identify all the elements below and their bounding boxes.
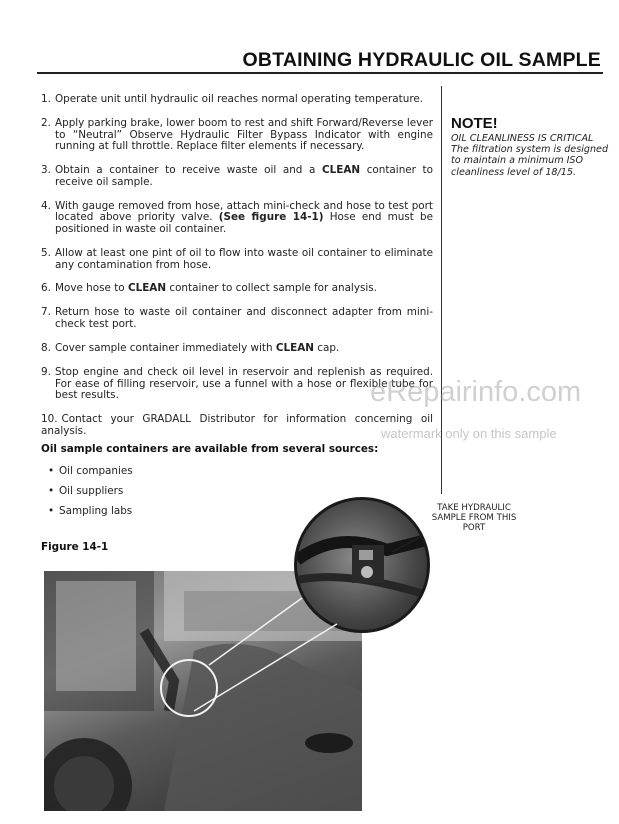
page-title: OBTAINING HYDRAULIC OIL SAMPLE	[242, 49, 601, 71]
step-text: Return hose to waste oil container and disconnect adapter from mini-check test port.	[55, 306, 433, 331]
step-number: 7.	[41, 306, 51, 319]
step-number: 8.	[41, 342, 51, 355]
step-emphasis: CLEAN	[127, 282, 167, 295]
callout-line: SAMPLE FROM THIS	[431, 513, 517, 524]
step-text: cap.	[313, 342, 340, 355]
step-number: 9.	[41, 366, 51, 379]
callout-line: TAKE HYDRAULIC	[437, 503, 511, 513]
list-item-label: Sampling labs	[59, 505, 133, 517]
step-text: Operate unit until hydraulic oil reaches normal operating temperature.	[55, 93, 424, 105]
step-number: 1.	[41, 93, 51, 105]
list-item-label: Oil companies	[59, 465, 133, 477]
step-emphasis: CLEAN	[275, 342, 314, 355]
step-number: 6.	[41, 282, 51, 295]
step-number: 4.	[41, 199, 51, 212]
sources-heading: Oil sample containers are available from several sources:	[41, 443, 379, 455]
figure-label: Figure 14-1	[41, 541, 109, 553]
step-number: 10.	[41, 413, 58, 426]
bullet-icon: •	[48, 465, 55, 477]
step-text: Hose end must be positioned in waste oil container.	[55, 211, 434, 235]
step-text: Stop engine and check oil level in reservoir and replenish as required. For ease of filling reservoir, use a funnel with a hose or flexible tube for best results.	[55, 366, 433, 402]
step-text: Contact your GRADALL Distributor for information concerning oil analysis.	[41, 413, 433, 437]
step-number: 5.	[41, 246, 51, 259]
callout-line: PORT	[462, 523, 486, 534]
step-number: 3.	[41, 164, 51, 177]
step-text: container to collect sample for analysis.	[166, 282, 377, 295]
note-line-critical: OIL CLEANLINESS IS CRITICAL	[451, 133, 594, 144]
watermark: eRepairinfo.com	[370, 376, 582, 408]
step-text: With gauge removed from hose, attach mini-check and hose to test port located above priority valve.	[55, 199, 433, 224]
step-text: Allow at least one pint of oil to flow into waste oil container to eliminate any contamination from hose.	[55, 246, 433, 271]
step-emphasis: CLEAN	[322, 164, 361, 177]
callout-label	[418, 503, 530, 534]
bullet-icon: •	[48, 505, 55, 517]
watermark-subtitle: watermark only on this sample	[381, 426, 557, 441]
step-number: 2.	[41, 116, 51, 129]
note-line-detail: The filtration system is designed to maintain a minimum ISO cleanliness level of 18/15.	[451, 144, 609, 178]
figure-reference: (See figure 14-1)	[218, 211, 324, 224]
step-text: Apply parking brake, lower boom to rest and shift Forward/Reverse lever to “Neutral” Observe Hydraulic Filter Bypass Indicator with engine running at full throttle. Replace filter elements if necessary.	[55, 116, 433, 153]
bullet-icon: •	[48, 485, 55, 497]
step-text: container to receive oil sample.	[55, 164, 433, 188]
step-text: Move hose to	[55, 282, 128, 295]
note-heading: NOTE!	[451, 115, 498, 132]
step-text: Cover sample container immediately with	[55, 342, 276, 355]
list-item-label: Oil suppliers	[59, 485, 124, 497]
step-text: Obtain a container to receive waste oil and a	[55, 164, 322, 177]
